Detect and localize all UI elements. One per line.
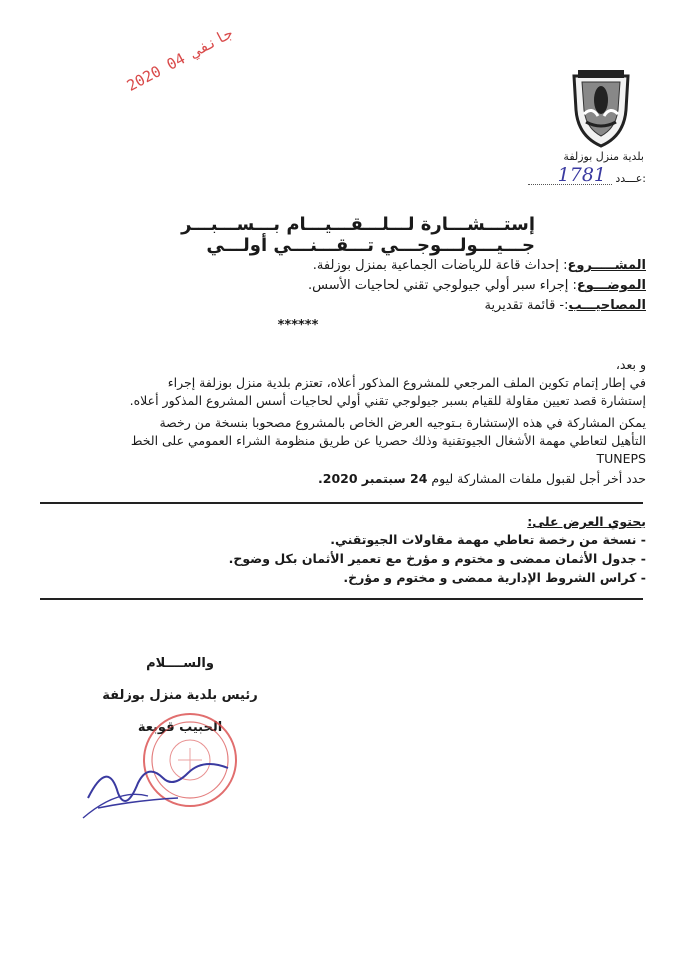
paragraph-1-line-1: في إطار إتمام تكوين الملف المرجعي للمشروع المذكور أعلاه، تعتزم بلدية منزل بوزلفة إجراء <box>167 375 646 390</box>
project-line <box>240 258 646 273</box>
document-title: إستـــشـــارة لـــلـــقـــيـــام بـــســـبـــر جـــيـــولـــوجـــي تـــقـــنـــي أولـــي <box>181 214 535 256</box>
paragraph-2-line-3: TUNEPS <box>596 451 646 466</box>
subject-label: الموضـــوع <box>576 278 646 293</box>
project-value: إحداث قاعة للرياضات الجماعية بمنزل بوزلفة. <box>312 258 559 273</box>
closing-salutation: والســــلام <box>146 656 214 671</box>
divider-bottom <box>40 598 643 600</box>
reference-number-value: 1781 <box>557 164 606 186</box>
date-stamp: 2020 04 جانفي <box>123 23 236 95</box>
paragraph-2-line-1: يمكن المشاركة في هذه الإستشارة بـتوجيه العرض الخاص بالمشروع مصحوبا بنسخة من رخصة <box>159 415 646 430</box>
attachments-value: قائمة تقديرية <box>484 298 556 313</box>
offer-contents-title: يحتوي العرض على: <box>527 514 646 529</box>
municipality-logo <box>566 70 636 150</box>
deadline-prefix: حدد أخر أجل لقبول ملفات المشاركة ليوم <box>431 471 646 486</box>
project-sep: : <box>558 258 568 273</box>
subject-line <box>240 278 646 293</box>
attachments-sep: :- <box>555 298 569 313</box>
signatory-name: الحبيب قوبعة <box>137 720 223 735</box>
subject-value: إجراء سبر أولي جيولوجي تقني لحاجيات الأسس. <box>308 278 569 293</box>
subject-sep: : <box>568 278 577 293</box>
greeting: و بعد، <box>615 357 646 372</box>
deadline-date: 24 سبتمبر 2020. <box>318 471 428 486</box>
attachments-label: المصاحيـــب <box>568 298 646 313</box>
deadline-line <box>70 470 646 487</box>
paragraph-2-line-2: التأهيل لتعاطي مهمة الأشغال الجيوتقنية وذلك حصريا عن طريق منظومة الشراء العمومي على الخط <box>130 433 646 448</box>
offer-item-3: - كراس الشروط الإدارية ممضى و مختوم و مؤرخ. <box>343 570 646 585</box>
signatory-role: رئيس بلدية منزل بوزلفة <box>102 688 258 703</box>
divider-top <box>40 502 643 504</box>
paragraph-1-line-2: إستشارة قصد تعيين مقاولة للقيام بسبر جيولوجي تقني أولي لحاجيات أسس المشروع المذكور أعلاه. <box>129 393 646 408</box>
attachments-line <box>240 298 646 313</box>
separator-stars: ****** <box>277 318 319 333</box>
project-label: المشـــــروع <box>567 258 646 273</box>
offer-item-1: - نسخة من رخصة تعاطي مهمة مقاولات الجيوتقني. <box>330 532 646 547</box>
handwritten-signature <box>78 738 238 828</box>
reference-number <box>510 164 646 190</box>
municipality-name: بلدية منزل بوزلفة <box>563 150 644 163</box>
offer-item-2: - جدول الأثمان ممضى و مختوم و مؤرخ مع تعمير الأثمان بكل وضوح. <box>228 551 646 566</box>
reference-number-label: عـــدد: <box>615 172 646 185</box>
